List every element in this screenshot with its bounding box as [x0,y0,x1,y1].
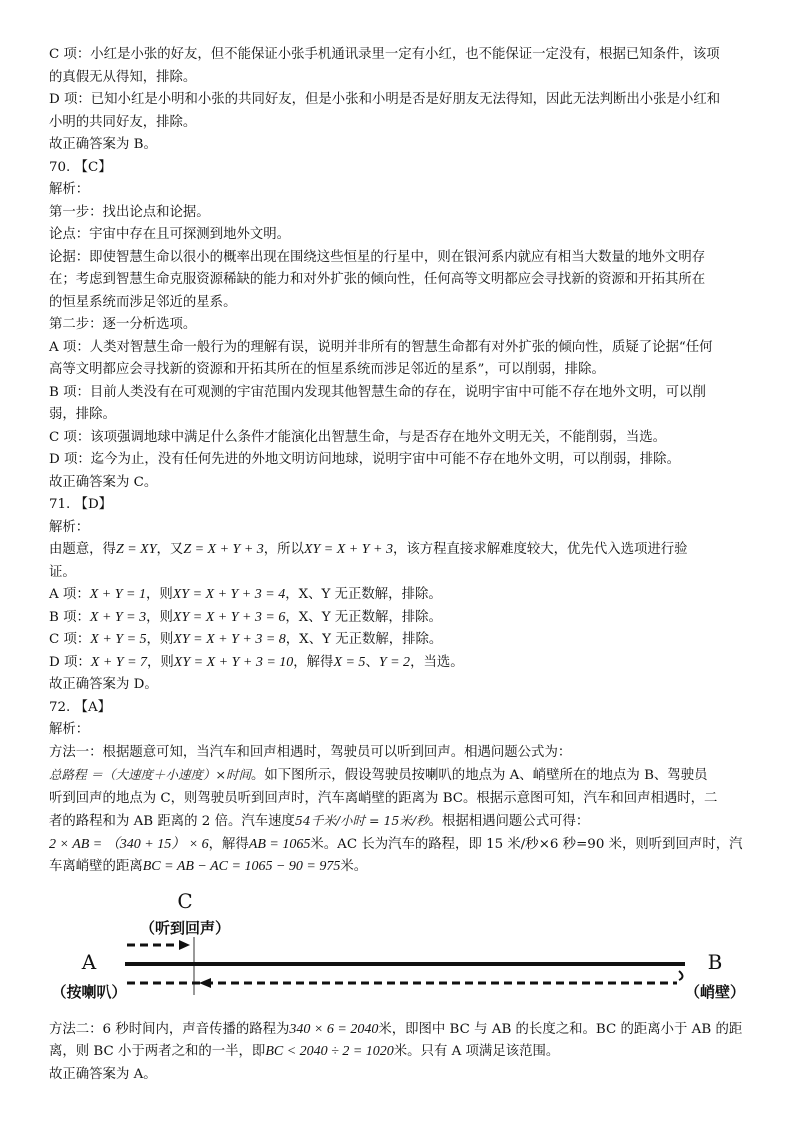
math-formula: XY = X + Y + 3 = 8 [173,632,286,647]
text-line: 的恒星系统而涉足邻近的星系。 [49,294,237,310]
text-line: 的真假无从得知，排除。 [49,69,197,85]
question-heading: 71. 【D】 [49,497,113,512]
text-span: A 项： [49,587,90,602]
text-line [49,539,752,562]
echo-bounce-curve [679,971,683,980]
text-line [49,810,752,834]
text-line: C 项：该项强调地球中满足什么条件才能演化出智慧生命，与是否存在地外文明无关，不能削弱，当选。 [49,429,667,445]
text-span: C 项： [49,632,91,647]
text-span: 米。只有 A 项满足该范围。 [393,1044,560,1059]
text-line: 论点：宇宙中存在且可探测到地外文明。 [49,227,291,242]
text-span: 米，即图中 BC 与 AB 的长度之和。BC 的距离小于 AB 的距 [378,1021,743,1037]
text-span: ，则 [146,632,174,647]
diagram-svg [49,885,752,1015]
text-span: 米。 [340,859,368,874]
text-line [49,1019,752,1042]
text-span: ，所以 [263,542,304,557]
text-span: 离，则 BC 小于两者之和的一半，即 [49,1044,266,1059]
label-c-caption: （听到回声） [139,918,231,937]
text-line [49,834,752,857]
text-span: ，该方程直接求解难度较大，优先代入选项进行验 [392,542,688,557]
text-span: 由题意，得 [49,542,116,557]
text-span: 米。AC 长为汽车的路程，即 15 米/秒×6 秒=90 米，则听到回声时，汽 [310,836,743,852]
analysis-label: 解析： [49,519,90,535]
text-line: 第二步：逐一分析选项。 [49,317,197,332]
text-span: ，解得 [208,836,249,852]
label-b-caption: （峭壁） [684,982,746,1001]
label-a: A [81,949,97,974]
text-line [49,1041,752,1064]
math-formula: 总路程 ＝（大速度＋小速度）×时间 [49,767,251,782]
math-formula: XY = X + Y + 3 = 6 [172,609,286,625]
math-formula: BC < 2040 ÷ 2 = 1020 [265,1044,394,1059]
option-d-line [49,652,752,675]
text-line: A 项：人类对智慧生命一般行为的理解有误，说明并非所有的智慧生命都有对外扩张的倾向性，质疑了论据“任何 [49,339,713,355]
text-line: 证。 [49,564,76,580]
answer-line: 故正确答案为 B。 [49,137,157,152]
math-formula: X = 5 [333,654,366,670]
text-line: 论据：即使智慧生命以很小的概率出现在围绕这些恒星的行星中，则在银河系内就应有相当大数量的地外文明存 [49,249,706,265]
math-formula: Z = XY [115,542,157,557]
math-formula: 2 × AB = （340 + 15） × 6 [49,836,209,852]
text-line: 听到回声的地点为 C，则驾驶员听到回声时，汽车离峭壁的距离为 BC。根据示意图可知，汽车和回声相遇时，二 [49,790,718,806]
math-formula: BC = AB − AC = 1065 − 90 = 975 [142,859,341,874]
math-formula: XY = X + Y + 3 [303,542,393,557]
text-span: ，则 [145,587,173,602]
text-span: ，则 [147,654,174,670]
text-line: C 项：小红是小张的好友，但不能保证小张手机通讯录里一定有小红，也不能保证一定没有，根据已知条件，该项 [49,47,720,62]
text-span: ，当选。 [410,654,464,670]
text-span: ，X、Y 无正数解，排除。 [285,632,443,647]
text-span: 者的路程和为 AB 距离的 2 倍。汽车速度 [49,814,295,829]
math-formula: X + Y = 7 [90,654,148,670]
text-span: ，又 [156,542,184,557]
text-span: ，X、Y 无正数解，排除。 [285,609,442,625]
math-formula: X + Y = 3 [89,609,147,625]
text-line [49,764,752,788]
option-b-line [49,607,752,630]
label-a-caption: （按喇叭） [51,982,127,1001]
analysis-label: 解析： [49,722,90,737]
text-span: D 项： [49,654,91,670]
analysis-label: 解析： [49,182,90,197]
math-formula: X + Y = 1 [89,587,146,602]
text-span: 。根据相遇问题公式可得： [428,814,590,829]
label-b: B [707,949,723,974]
text-line: 在；考虑到智慧生命克服资源稀缺的能力和对外扩张的倾向性，任何高等文明都应会寻找新的资源和开拓其所在 [49,272,706,287]
text-span: ，解得 [293,654,334,670]
text-span: ，X、Y 无正数解，排除。 [285,587,442,602]
text-span: B 项： [49,609,90,625]
text-line: 高等文明都应会寻找新的资源和开拓其所在的恒星系统而涉足邻近的星系”，可以削弱，排除。 [49,362,605,377]
math-formula: Z = X + Y + 3 [183,542,264,557]
meeting-diagram [49,885,752,1015]
answer-line: 故正确答案为 A。 [49,1066,157,1082]
math-formula: X + Y = 5 [90,632,147,647]
text-line: D 项：迄今为止，没有任何先进的外地文明访问地球，说明宇宙中可能不存在地外文明，可以削弱，排除。 [49,452,680,467]
text-line [49,856,752,879]
text-span: 。如下图所示，假设驾驶员按喇叭的地点为 A、峭壁所在的地点为 B、驾驶员 [250,768,708,783]
car-path-arrowhead [179,940,190,950]
echo-path-arrowhead [199,978,211,988]
math-formula: AB = 1065 [248,836,311,852]
text-line: 弱，排除。 [49,407,116,422]
math-formula: XY = X + Y + 3 = 10 [173,654,294,670]
text-span: 、 [365,654,379,670]
text-line: 小明的共同好友，排除。 [49,114,197,130]
question-heading: 70. 【C】 [49,159,112,175]
math-formula: Y = 2 [378,654,411,670]
label-c: C [177,888,193,913]
text-line: B 项：目前人类没有在可观测的宇宙范围内发现其他智慧生命的存在，说明宇宙中可能不存在地外文明，可以削 [49,384,706,400]
question-heading: 72. 【A】 [49,699,112,715]
answer-line: 故正确答案为 D。 [49,677,158,692]
option-a-line [49,584,752,607]
option-c-line [49,629,752,652]
math-formula: 340 × 6 = 2040 [289,1021,379,1037]
text-span: ，则 [146,609,173,625]
text-line: D 项：已知小红是小明和小张的共同好友，但是小张和小明是否是好朋友无法得知，因此无法判断出小张是小红和 [49,92,721,107]
text-line: 第一步：找出论点和论据。 [49,204,210,220]
math-formula: XY = X + Y + 3 = 4 [172,587,286,602]
text-span: 方法二：6 秒时间内，声音传播的路程为 [49,1021,290,1037]
math-formula: 54千米/小时 = 15米/秒 [294,813,429,828]
text-span: 车离峭壁的距离 [49,859,143,874]
text-line: 方法一：根据题意可知，当汽车和回声相遇时，驾驶员可以听到回声。相遇问题公式为： [49,744,572,760]
answer-line: 故正确答案为 C。 [49,474,158,490]
